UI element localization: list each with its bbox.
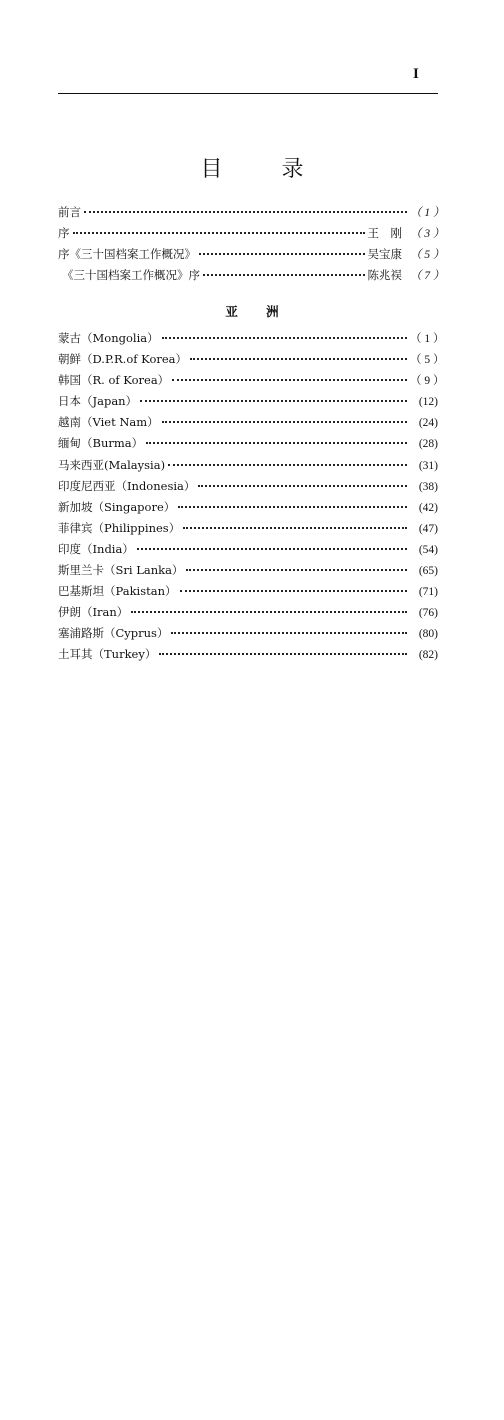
dot-leader <box>186 569 407 571</box>
toc-author: 陈兆祦 <box>367 268 402 282</box>
toc-label: 印度尼西亚（Indonesia） <box>58 478 196 493</box>
toc-label: 马来西亚(Malaysia) <box>58 457 166 472</box>
toc-label: 伊朗（Iran） <box>58 605 129 620</box>
toc-label: 土耳其（Turkey） <box>58 647 157 662</box>
dot-leader <box>162 421 407 423</box>
toc-page: （ 1 ） <box>410 207 445 219</box>
toc-row[interactable] <box>58 412 438 433</box>
dot-leader <box>180 590 407 592</box>
dot-leader <box>198 485 407 487</box>
dot-leader <box>137 548 407 550</box>
dot-leader <box>168 464 407 466</box>
header-rule <box>58 93 438 94</box>
toc-label: 斯里兰卡（Sri Lanka） <box>58 563 184 578</box>
toc-page: (12) <box>418 396 438 409</box>
toc-page: (31) <box>418 459 438 472</box>
page-number: I <box>413 66 419 82</box>
toc-label: 前言 <box>58 205 81 219</box>
dot-leader <box>162 337 407 339</box>
toc-page: （ 1 ） <box>410 333 445 345</box>
toc-label: 新加坡（Singapore） <box>58 499 176 514</box>
toc-label: 朝鲜（D.P.R.of Korea） <box>58 352 188 367</box>
dot-leader <box>203 274 365 276</box>
toc-row[interactable] <box>58 244 445 265</box>
page-title: 目 录 <box>200 157 330 182</box>
toc-author: 吴宝康 <box>367 247 402 261</box>
toc-row[interactable] <box>58 623 438 644</box>
toc-row[interactable] <box>58 370 445 391</box>
toc-label: 越南（Viet Nam） <box>58 415 159 430</box>
toc-row[interactable] <box>58 644 438 665</box>
toc-row[interactable] <box>58 391 438 412</box>
toc-page: （ 5 ） <box>410 354 445 367</box>
toc-label: 序 <box>58 226 70 240</box>
toc-row[interactable] <box>58 497 438 518</box>
toc-row[interactable] <box>58 349 445 370</box>
toc-label: 菲律宾（Philippines） <box>58 520 181 535</box>
toc-label: 序《三十国档案工作概况》 <box>58 247 196 261</box>
toc-page: (54) <box>418 543 438 556</box>
toc-page: (76) <box>418 607 438 620</box>
dot-leader <box>183 527 407 529</box>
country-list <box>58 328 445 666</box>
dot-leader <box>172 379 407 381</box>
section-heading-asia: 亚 洲 <box>225 304 291 319</box>
toc-row[interactable] <box>58 265 445 286</box>
toc-label: 蒙古（Mongolia） <box>58 331 159 345</box>
toc-page: (24) <box>418 417 438 430</box>
toc-page: (80) <box>418 628 438 641</box>
toc-row[interactable] <box>58 202 445 223</box>
toc-label: 塞浦路斯（Cyprus） <box>58 626 169 641</box>
toc-row[interactable] <box>58 560 438 581</box>
dot-leader <box>178 506 407 508</box>
toc-page: (28) <box>418 438 438 451</box>
dot-leader <box>146 442 407 444</box>
dot-leader <box>131 611 407 613</box>
toc-author: 王 刚 <box>367 226 402 240</box>
toc-label: 日本（Japan） <box>58 394 138 409</box>
toc-page: （ 9 ） <box>410 375 445 388</box>
toc-page: (38) <box>418 480 438 493</box>
toc-page: （ 7 ） <box>410 270 445 282</box>
dot-leader <box>190 358 407 360</box>
toc-row[interactable] <box>58 581 438 602</box>
dot-leader <box>159 653 407 655</box>
toc-row[interactable] <box>58 223 445 244</box>
dot-leader <box>199 253 365 255</box>
toc-label: 缅甸（Burma） <box>58 436 144 451</box>
dot-leader <box>171 632 407 634</box>
toc-label: 巴基斯坦（Pakistan） <box>58 584 177 599</box>
toc-row[interactable] <box>58 539 438 560</box>
dot-leader <box>84 211 407 213</box>
toc-row[interactable] <box>58 476 438 497</box>
front-matter-list <box>58 202 445 286</box>
toc-row[interactable] <box>58 328 445 349</box>
toc-page: (42) <box>418 501 438 514</box>
toc-row[interactable] <box>58 518 438 539</box>
dot-leader <box>73 232 365 234</box>
toc-page: (71) <box>418 586 438 599</box>
toc-page: （ 3 ） <box>410 228 445 240</box>
toc-row[interactable] <box>58 433 438 454</box>
dot-leader <box>140 400 407 402</box>
toc-row[interactable] <box>58 455 438 476</box>
toc-page: （ 5 ） <box>410 249 445 261</box>
toc-row[interactable] <box>58 602 438 623</box>
toc-label: 韩国（R. of Korea） <box>58 373 170 388</box>
toc-label: 《三十国档案工作概况》序 <box>62 268 200 282</box>
toc-page: (82) <box>418 649 438 662</box>
toc-label: 印度（India） <box>58 541 134 556</box>
toc-page: (47) <box>418 522 438 535</box>
toc-page: (65) <box>418 565 438 578</box>
